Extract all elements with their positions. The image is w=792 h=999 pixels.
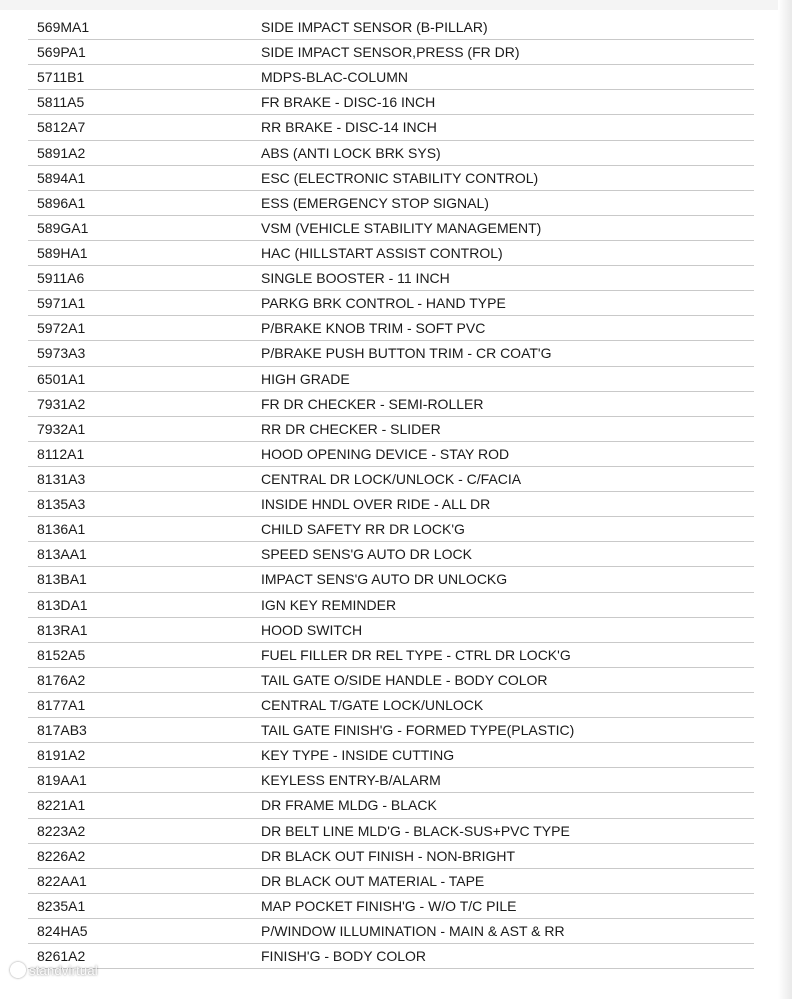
option-description: ESS (EMERGENCY STOP SIGNAL) [261, 190, 754, 215]
option-description: SINGLE BOOSTER - 11 INCH [261, 266, 754, 291]
table-row [28, 115, 754, 140]
option-description: FR DR CHECKER - SEMI-ROLLER [261, 391, 754, 416]
option-code: 8191A2 [28, 743, 261, 768]
table-row [28, 667, 754, 692]
option-description: VSM (VEHICLE STABILITY MANAGEMENT) [261, 215, 754, 240]
option-code: 8112A1 [28, 441, 261, 466]
option-description: HIGH GRADE [261, 366, 754, 391]
option-description: SPEED SENS'G AUTO DR LOCK [261, 542, 754, 567]
table-row [28, 692, 754, 717]
table-row [28, 944, 754, 969]
option-code: 5812A7 [28, 115, 261, 140]
option-code: 8152A5 [28, 642, 261, 667]
option-code: 8226A2 [28, 843, 261, 868]
option-description: TAIL GATE O/SIDE HANDLE - BODY COLOR [261, 667, 754, 692]
table-row [28, 441, 754, 466]
option-code: 5911A6 [28, 266, 261, 291]
table-row [28, 743, 754, 768]
option-description: DR BELT LINE MLD'G - BLACK-SUS+PVC TYPE [261, 818, 754, 843]
option-description: SIDE IMPACT SENSOR (B-PILLAR) [261, 15, 754, 40]
standvirtual-logo-icon [10, 962, 26, 978]
table-row [28, 918, 754, 943]
table-row [28, 592, 754, 617]
option-description: CHILD SAFETY RR DR LOCK'G [261, 517, 754, 542]
option-description: PARKG BRK CONTROL - HAND TYPE [261, 291, 754, 316]
option-description: MDPS-BLAC-COLUMN [261, 65, 754, 90]
table-row [28, 15, 754, 40]
option-code-rows [28, 15, 754, 969]
table-row [28, 240, 754, 265]
table-row [28, 542, 754, 567]
table-row [28, 843, 754, 868]
table-row [28, 868, 754, 893]
table-row [28, 718, 754, 743]
option-description: MAP POCKET FINISH'G - W/O T/C PILE [261, 893, 754, 918]
option-code: 8261A2 [28, 944, 261, 969]
table-row [28, 316, 754, 341]
option-code: 5896A1 [28, 190, 261, 215]
option-code: 819AA1 [28, 768, 261, 793]
option-description: RR BRAKE - DISC-14 INCH [261, 115, 754, 140]
table-row [28, 818, 754, 843]
option-code: 5811A5 [28, 90, 261, 115]
option-code: 813DA1 [28, 592, 261, 617]
option-description: FUEL FILLER DR REL TYPE - CTRL DR LOCK'G [261, 642, 754, 667]
option-code: 813RA1 [28, 617, 261, 642]
option-description: HOOD OPENING DEVICE - STAY ROD [261, 441, 754, 466]
option-description: FR BRAKE - DISC-16 INCH [261, 90, 754, 115]
option-code: 5971A1 [28, 291, 261, 316]
table-row [28, 617, 754, 642]
table-row [28, 642, 754, 667]
table-row [28, 165, 754, 190]
option-description: P/WINDOW ILLUMINATION - MAIN & AST & RR [261, 918, 754, 943]
option-code: 589HA1 [28, 240, 261, 265]
table-row [28, 416, 754, 441]
option-code: 5891A2 [28, 140, 261, 165]
option-code: 8235A1 [28, 893, 261, 918]
watermark [10, 962, 98, 978]
option-code: 817AB3 [28, 718, 261, 743]
option-code: 5972A1 [28, 316, 261, 341]
option-description: P/BRAKE KNOB TRIM - SOFT PVC [261, 316, 754, 341]
option-code: 5711B1 [28, 65, 261, 90]
table-row [28, 90, 754, 115]
option-description: IGN KEY REMINDER [261, 592, 754, 617]
table-row [28, 768, 754, 793]
table-row [28, 492, 754, 517]
option-code: 5973A3 [28, 341, 261, 366]
option-code: 8135A3 [28, 492, 261, 517]
table-row [28, 391, 754, 416]
option-description: KEY TYPE - INSIDE CUTTING [261, 743, 754, 768]
table-row [28, 291, 754, 316]
table-row [28, 140, 754, 165]
option-code: 8223A2 [28, 818, 261, 843]
option-description: KEYLESS ENTRY-B/ALARM [261, 768, 754, 793]
watermark-text: standvirtual [29, 962, 98, 978]
option-description: CENTRAL DR LOCK/UNLOCK - C/FACIA [261, 466, 754, 491]
table-row [28, 266, 754, 291]
option-code: 8136A1 [28, 517, 261, 542]
option-code: 8177A1 [28, 692, 261, 717]
option-description: FINISH'G - BODY COLOR [261, 944, 754, 969]
option-code: 7932A1 [28, 416, 261, 441]
option-code: 813BA1 [28, 567, 261, 592]
option-description: HOOD SWITCH [261, 617, 754, 642]
table-row [28, 40, 754, 65]
option-code: 822AA1 [28, 868, 261, 893]
option-code: 589GA1 [28, 215, 261, 240]
option-code: 7931A2 [28, 391, 261, 416]
table-row [28, 215, 754, 240]
option-code: 8131A3 [28, 466, 261, 491]
right-edge-shadow [778, 0, 792, 999]
option-description: ABS (ANTI LOCK BRK SYS) [261, 140, 754, 165]
table-row [28, 341, 754, 366]
option-code: 813AA1 [28, 542, 261, 567]
option-description: INSIDE HNDL OVER RIDE - ALL DR [261, 492, 754, 517]
table-row [28, 366, 754, 391]
table-row [28, 65, 754, 90]
option-description: HAC (HILLSTART ASSIST CONTROL) [261, 240, 754, 265]
option-description: DR BLACK OUT MATERIAL - TAPE [261, 868, 754, 893]
table-row [28, 190, 754, 215]
table-row [28, 517, 754, 542]
table-row [28, 893, 754, 918]
option-code: 8176A2 [28, 667, 261, 692]
option-code: 569PA1 [28, 40, 261, 65]
option-code: 824HA5 [28, 918, 261, 943]
option-description: RR DR CHECKER - SLIDER [261, 416, 754, 441]
option-code-table [28, 15, 754, 969]
option-description: SIDE IMPACT SENSOR,PRESS (FR DR) [261, 40, 754, 65]
option-description: P/BRAKE PUSH BUTTON TRIM - CR COAT'G [261, 341, 754, 366]
option-code: 569MA1 [28, 15, 261, 40]
option-description: DR FRAME MLDG - BLACK [261, 793, 754, 818]
option-description: ESC (ELECTRONIC STABILITY CONTROL) [261, 165, 754, 190]
option-description: TAIL GATE FINISH'G - FORMED TYPE(PLASTIC) [261, 718, 754, 743]
table-row [28, 567, 754, 592]
option-description: CENTRAL T/GATE LOCK/UNLOCK [261, 692, 754, 717]
top-edge-strip [0, 0, 792, 10]
table-row [28, 793, 754, 818]
option-description: DR BLACK OUT FINISH - NON-BRIGHT [261, 843, 754, 868]
table-row [28, 466, 754, 491]
option-code: 6501A1 [28, 366, 261, 391]
option-code: 8221A1 [28, 793, 261, 818]
option-description: IMPACT SENS'G AUTO DR UNLOCKG [261, 567, 754, 592]
option-code: 5894A1 [28, 165, 261, 190]
